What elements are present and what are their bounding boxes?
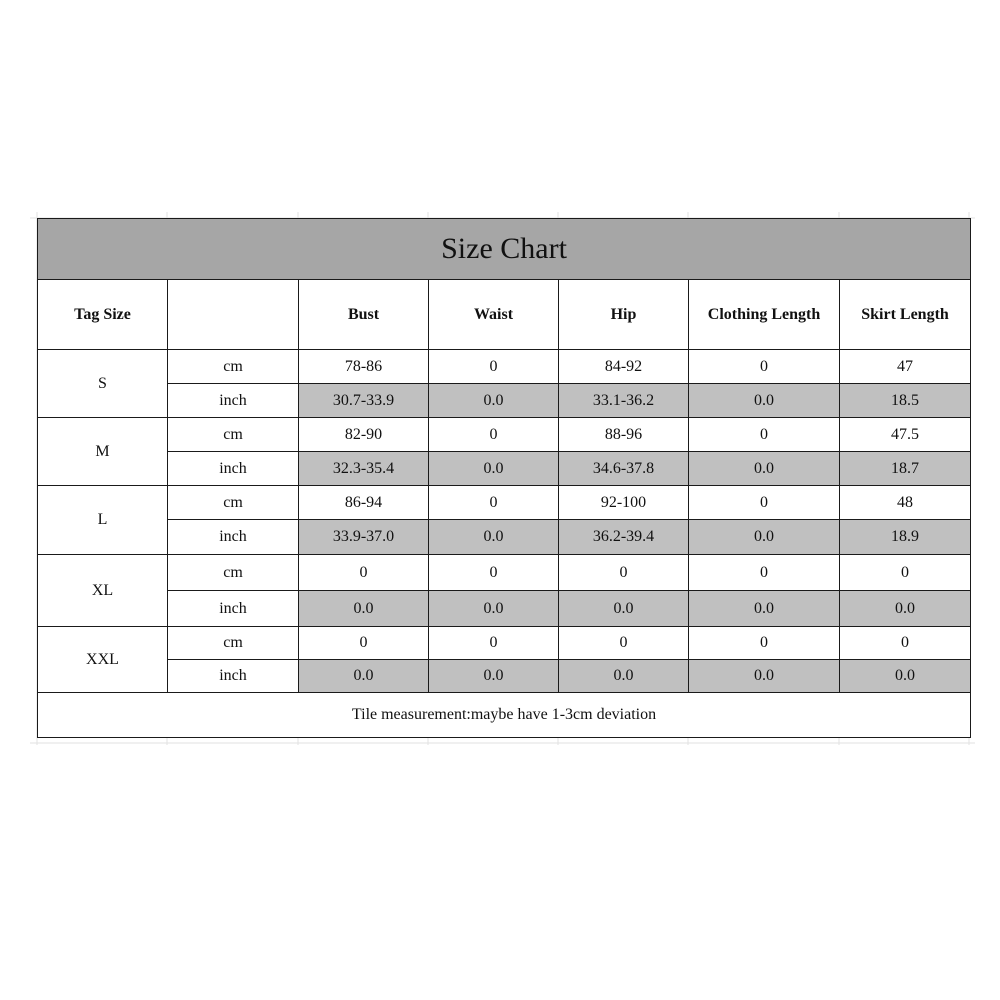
tag-size-cell: S [38, 350, 168, 418]
hip-value-cell: 34.6-37.8 [559, 452, 689, 486]
bust-value-cell: 0.0 [299, 660, 429, 693]
size-row-s-inch [38, 384, 971, 418]
hip-value-cell: 0 [559, 627, 689, 660]
size-row-xxl-cm [38, 627, 971, 660]
skirt-length-value-cell: 18.9 [840, 520, 971, 555]
tag-size-cell: XL [38, 555, 168, 627]
waist-value-cell: 0 [429, 486, 559, 520]
hip-value-cell: 92-100 [559, 486, 689, 520]
size-row-l-cm [38, 486, 971, 520]
header-hip: Hip [559, 280, 689, 350]
unit-cell: cm [168, 418, 299, 452]
unit-cell: cm [168, 486, 299, 520]
tag-size-cell: M [38, 418, 168, 486]
hip-value-cell: 0.0 [559, 591, 689, 627]
waist-value-cell: 0 [429, 555, 559, 591]
unit-cell: cm [168, 350, 299, 384]
clothing-length-value-cell: 0.0 [689, 384, 840, 418]
hip-value-cell: 36.2-39.4 [559, 520, 689, 555]
size-chart-table [37, 218, 971, 738]
waist-value-cell: 0 [429, 418, 559, 452]
size-row-xxl-inch [38, 660, 971, 693]
waist-value-cell: 0 [429, 350, 559, 384]
hip-value-cell: 33.1-36.2 [559, 384, 689, 418]
clothing-length-value-cell: 0 [689, 627, 840, 660]
measurement-note: Tile measurement:maybe have 1-3cm deviation [38, 693, 971, 738]
waist-value-cell: 0 [429, 627, 559, 660]
header-tag-size: Tag Size [38, 280, 168, 350]
skirt-length-value-cell: 0.0 [840, 660, 971, 693]
clothing-length-value-cell: 0 [689, 418, 840, 452]
waist-value-cell: 0.0 [429, 452, 559, 486]
size-row-m-cm [38, 418, 971, 452]
clothing-length-value-cell: 0 [689, 486, 840, 520]
skirt-length-value-cell: 18.7 [840, 452, 971, 486]
size-row-l-inch [38, 520, 971, 555]
hip-value-cell: 88-96 [559, 418, 689, 452]
size-row-m-inch [38, 452, 971, 486]
unit-cell: inch [168, 452, 299, 486]
unit-cell: cm [168, 627, 299, 660]
hip-value-cell: 84-92 [559, 350, 689, 384]
skirt-length-value-cell: 18.5 [840, 384, 971, 418]
size-row-xl-inch [38, 591, 971, 627]
unit-cell: inch [168, 520, 299, 555]
clothing-length-value-cell: 0.0 [689, 520, 840, 555]
bust-value-cell: 32.3-35.4 [299, 452, 429, 486]
clothing-length-value-cell: 0 [689, 555, 840, 591]
waist-value-cell: 0.0 [429, 520, 559, 555]
skirt-length-value-cell: 48 [840, 486, 971, 520]
header-bust: Bust [299, 280, 429, 350]
header-unit [168, 280, 299, 350]
header-row [38, 280, 971, 350]
skirt-length-value-cell: 0.0 [840, 591, 971, 627]
waist-value-cell: 0.0 [429, 660, 559, 693]
waist-value-cell: 0.0 [429, 384, 559, 418]
bust-value-cell: 0.0 [299, 591, 429, 627]
unit-cell: inch [168, 660, 299, 693]
skirt-length-value-cell: 0 [840, 627, 971, 660]
bust-value-cell: 0 [299, 627, 429, 660]
hip-value-cell: 0.0 [559, 660, 689, 693]
unit-cell: inch [168, 384, 299, 418]
chart-title: Size Chart [38, 219, 971, 280]
bust-value-cell: 30.7-33.9 [299, 384, 429, 418]
clothing-length-value-cell: 0.0 [689, 452, 840, 486]
note-row [38, 693, 971, 738]
clothing-length-value-cell: 0.0 [689, 660, 840, 693]
header-waist: Waist [429, 280, 559, 350]
header-skirt-length: Skirt Length [840, 280, 971, 350]
bust-value-cell: 82-90 [299, 418, 429, 452]
tag-size-cell: L [38, 486, 168, 555]
clothing-length-value-cell: 0 [689, 350, 840, 384]
unit-cell: cm [168, 555, 299, 591]
bust-value-cell: 33.9-37.0 [299, 520, 429, 555]
skirt-length-value-cell: 47 [840, 350, 971, 384]
bust-value-cell: 86-94 [299, 486, 429, 520]
skirt-length-value-cell: 47.5 [840, 418, 971, 452]
clothing-length-value-cell: 0.0 [689, 591, 840, 627]
bust-value-cell: 78-86 [299, 350, 429, 384]
unit-cell: inch [168, 591, 299, 627]
size-row-s-cm [38, 350, 971, 384]
header-clothing-length: Clothing Length [689, 280, 840, 350]
hip-value-cell: 0 [559, 555, 689, 591]
bust-value-cell: 0 [299, 555, 429, 591]
size-row-xl-cm [38, 555, 971, 591]
waist-value-cell: 0.0 [429, 591, 559, 627]
tag-size-cell: XXL [38, 627, 168, 693]
skirt-length-value-cell: 0 [840, 555, 971, 591]
